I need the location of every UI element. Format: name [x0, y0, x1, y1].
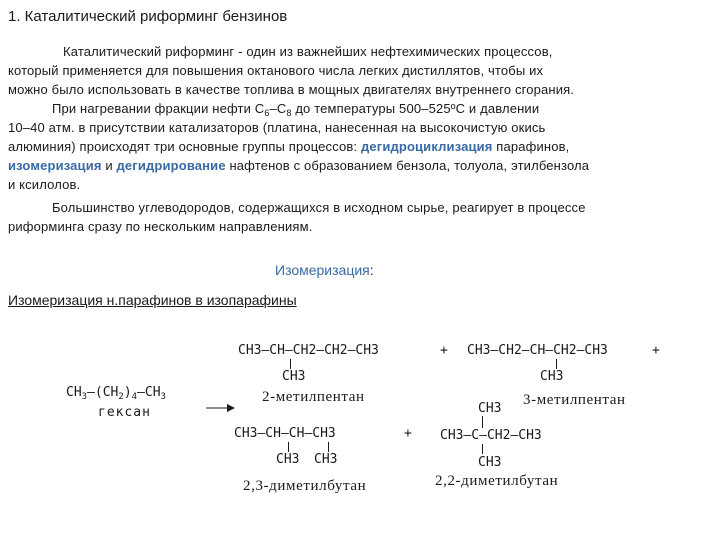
bond-line	[328, 442, 329, 452]
text-fragment: и	[101, 158, 117, 173]
text-fragment: –С	[269, 101, 287, 116]
subscript: 8	[286, 108, 292, 118]
highlight-term: дегидроциклизация	[360, 139, 493, 154]
formula-2-2-dimethylbutane: CH3—C—CH2—CH3	[440, 428, 542, 443]
paragraph-line: который применяется для повышения октанового числа легких дистиллятов, чтобы их	[8, 63, 544, 78]
text-fragment: до температуры 500–525ºС и давлении	[291, 101, 540, 116]
paragraph-line	[8, 156, 589, 175]
subscript: 6	[264, 108, 270, 118]
formula-3-methylpentane: CH3—CH2—CH—CH2—CH3	[467, 343, 608, 358]
compound-name: 2-метилпентан	[262, 389, 365, 405]
compound-name: 2,2-диметилбутан	[435, 473, 559, 489]
paragraph-line: Каталитический риформинг - один из важнейших нефтехимических процессов,	[63, 44, 553, 59]
compound-name: гексан	[98, 405, 151, 420]
branch-ch3: CH3	[540, 369, 564, 384]
subscript: 2	[118, 392, 124, 402]
formula-hexane	[66, 385, 166, 402]
bond-line	[556, 359, 557, 369]
text-fragment: —CH	[137, 385, 161, 400]
branch-ch3: CH3	[314, 452, 338, 467]
reaction-arrow	[206, 402, 236, 414]
text-fragment: —(CH	[87, 385, 119, 400]
heading-text: Изомеризация	[275, 262, 370, 278]
paragraph-line: Большинство углеводородов, содержащихся в исходном сырье, реагирует в процессе	[52, 200, 586, 215]
paragraph-line: риформинга сразу по нескольким направлениям.	[8, 219, 313, 234]
paragraph-line: 10–40 атм. в присутствии катализаторов (платина, нанесенная на высокочистую окись	[8, 120, 546, 135]
branch-ch3: CH3	[478, 455, 502, 470]
slide-title: 1. Каталитический риформинг бензинов	[8, 8, 288, 25]
branch-ch3: CH3	[478, 401, 502, 416]
paragraph-line	[8, 137, 569, 156]
compound-name: 2,3-диметилбутан	[243, 478, 367, 494]
formula-2-methylpentane: CH3—CH—CH2—CH2—CH3	[238, 343, 379, 358]
compound-name: 3-метилпентан	[523, 392, 626, 408]
heading-colon: :	[369, 262, 374, 278]
text-fragment: )	[123, 385, 132, 400]
formula-2-3-dimethylbutane: CH3—CH—CH—CH3	[234, 426, 336, 441]
paragraph-line: и ксилолов.	[8, 177, 81, 192]
plus-sign: +	[404, 426, 412, 441]
subscript: 4	[131, 392, 138, 402]
text-fragment: парафинов,	[492, 139, 570, 154]
text-fragment: нафтенов с образованием бензола, толуола, этилбензола	[225, 158, 590, 173]
paragraph-line: можно было использовать в качестве топлива в мощных двигателях внутреннего сгорания.	[8, 82, 575, 97]
section-heading	[275, 262, 374, 278]
plus-sign: +	[440, 343, 448, 358]
highlight-term: дегидрирование	[116, 158, 226, 173]
branch-ch3: CH3	[282, 369, 306, 384]
subscript: 3	[81, 392, 88, 402]
underlined-heading: Изомеризация н.парафинов в изопарафины	[8, 292, 297, 308]
text-fragment: При нагревании фракции нефти С	[52, 101, 265, 116]
bond-line	[288, 442, 289, 452]
highlight-term: изомеризация	[8, 158, 102, 173]
plus-sign: +	[652, 343, 660, 358]
branch-ch3: CH3	[276, 452, 300, 467]
text-fragment: алюминия) происходят три основные группы процессов:	[8, 139, 361, 154]
bond-line	[482, 416, 483, 428]
subscript: 3	[160, 392, 166, 402]
bond-line	[290, 359, 291, 369]
text-fragment: CH	[66, 385, 82, 400]
bond-line	[482, 444, 483, 454]
